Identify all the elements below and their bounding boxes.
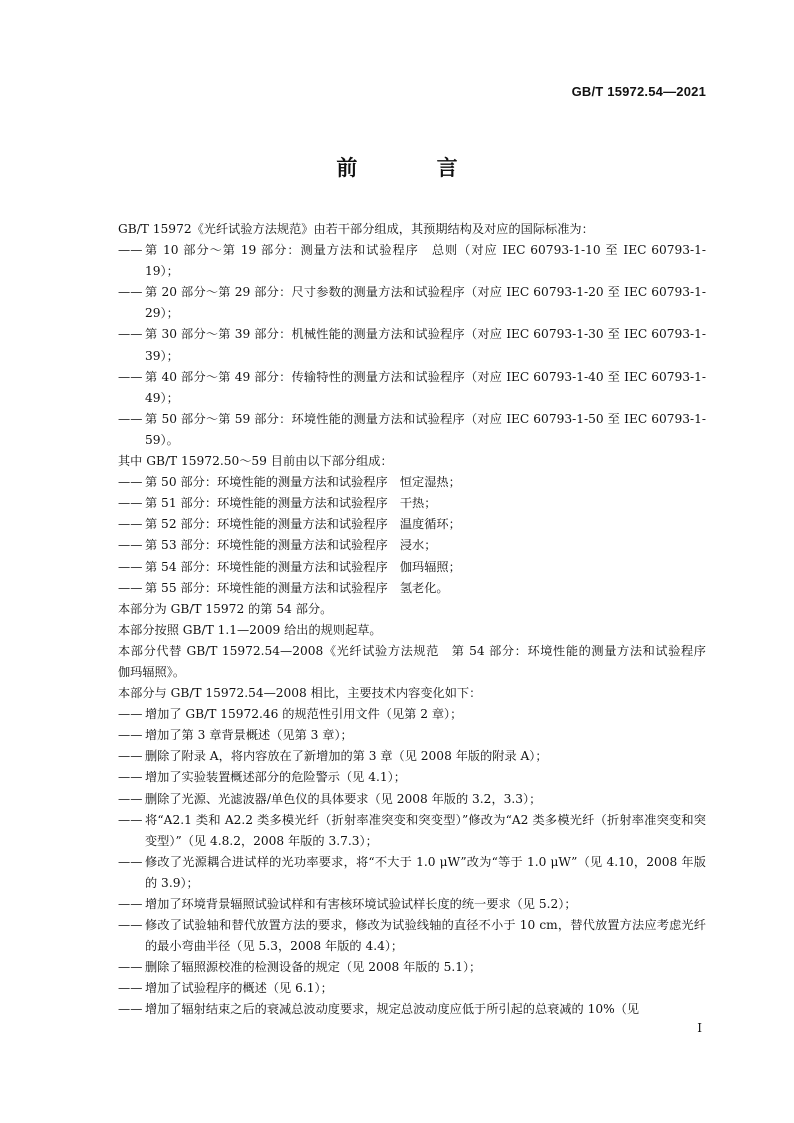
list-item: —— 第 51 部分：环境性能的测量方法和试验程序 干热；: [118, 493, 706, 514]
dash-marker: ——: [118, 791, 143, 806]
dash-marker: ——: [118, 960, 143, 975]
list-item: —— 第 50 部分～第 59 部分：环境性能的测量方法和试验程序（对应 IEC 60793-1-50 至 IEC 60793-1-59）。: [118, 409, 706, 451]
dash-marker: ——: [118, 496, 143, 511]
dash-marker: ——: [118, 243, 143, 258]
list-item: —— 增加了实验装置概述部分的危险警示（见 4.1）；: [118, 767, 706, 788]
dash-marker: ——: [118, 897, 143, 911]
dash-marker: ——: [118, 580, 143, 595]
dash-marker: ——: [118, 707, 143, 722]
changes-intro-paragraph: 本部分与 GB/T 15972.54—2008 相比，主要技术内容变化如下：: [118, 686, 482, 701]
part-list: [118, 472, 706, 599]
dash-marker: ——: [118, 411, 143, 426]
foreword-body: [118, 219, 719, 1021]
dash-marker: ——: [118, 981, 143, 996]
dash-marker: ——: [118, 559, 143, 574]
list-item: —— 第 20 部分～第 29 部分：尺寸参数的测量方法和试验程序（对应 IEC 60793-1-20 至 IEC 60793-1-29）；: [118, 282, 706, 324]
list-item: —— 第 53 部分：环境性能的测量方法和试验程序 浸水；: [118, 535, 706, 556]
page-number: I: [697, 1021, 702, 1035]
list-item: —— 第 10 部分～第 19 部分：测量方法和试验程序 总则（对应 IEC 60793-1-10 至 IEC 60793-1-19）；: [118, 240, 706, 282]
page-title: 前 言: [336, 155, 494, 180]
list-item: —— 第 54 部分：环境性能的测量方法和试验程序 伽玛辐照；: [118, 557, 706, 578]
list-item: —— 删除了附录 A，将内容放在了新增加的第 3 章（见 2008 年版的附录 A）；: [118, 746, 706, 767]
part-number-paragraph: 本部分为 GB/T 15972 的第 54 部分。: [118, 601, 333, 616]
structure-list: [118, 240, 706, 451]
replacement-paragraph: 本部分代替 GB/T 15972.54—2008《光纤试验方法规范 第 54 部分：环境性能的测量方法和试验程序 伽玛辐照》。: [118, 643, 719, 679]
list-item: —— 增加了环境背景辐照试验试样和有害核环境试验试样长度的统一要求（见 5.2）；: [118, 894, 706, 915]
list-item: —— 第 30 部分～第 39 部分：机械性能的测量方法和试验程序（对应 IEC 60793-1-30 至 IEC 60793-1-39）；: [118, 324, 706, 366]
standard-code-header: GB/T 15972.54—2021: [571, 84, 706, 99]
dash-marker: ——: [118, 369, 143, 384]
dash-marker: ——: [118, 517, 143, 532]
dash-marker: ——: [118, 538, 143, 553]
list-item: —— 将“A2.1 类和 A2.2 类多模光纤（折射率准突变和突变型）”修改为“A2 类多模光纤（折射率准突变和突变型）”（见 4.8.2，2008 年版的 3.7.3）；: [118, 810, 706, 852]
list-item: —— 修改了光源耦合进试样的光功率要求，将“不大于 1.0 μW”改为“等于 1.0 μW”（见 4.10，2008 年版的 3.9）；: [118, 852, 706, 894]
change-list: [118, 704, 706, 1020]
list-item: —— 第 40 部分～第 49 部分：传输特性的测量方法和试验程序（对应 IEC 60793-1-40 至 IEC 60793-1-49）；: [118, 367, 706, 409]
list-item: —— 第 52 部分：环境性能的测量方法和试验程序 温度循环；: [118, 514, 706, 535]
dash-marker: ——: [118, 475, 143, 490]
dash-marker: ——: [118, 1002, 143, 1017]
list-item: —— 删除了光源、光滤波器/单色仪的具体要求（见 2008 年版的 3.2，3.3）；: [118, 789, 706, 810]
list-item: —— 增加了辐射结束之后的衰减总波动度要求，规定总波动度应低于所引起的总衰减的 10%（见: [118, 999, 706, 1020]
dash-marker: ——: [118, 749, 143, 764]
dash-marker: ——: [118, 812, 143, 827]
dash-marker: ——: [118, 770, 143, 785]
drafting-rules-paragraph: 本部分按照 GB/T 1.1—2009 给出的规则起草。: [118, 622, 382, 637]
dash-marker: ——: [118, 327, 143, 342]
dash-marker: ——: [118, 854, 143, 869]
list-item: —— 修改了试验轴和替代放置方法的要求，修改为试验线轴的直径不小于 10 cm，替代放置方法应考虑光纤的最小弯曲半径（见 5.3，2008 年版的 4.4）；: [118, 915, 706, 957]
dash-marker: ——: [118, 728, 143, 743]
list-item: —— 删除了辐照源校准的检测设备的规定（见 2008 年版的 5.1）；: [118, 957, 706, 978]
intro-paragraph: GB/T 15972《光纤试验方法规范》由若干部分组成，其预期结构及对应的国际标准为：: [118, 222, 594, 236]
list-item: —— 增加了 GB/T 15972.46 的规范性引用文件（见第 2 章）；: [118, 704, 706, 725]
list-item: —— 增加了试验程序的概述（见 6.1）；: [118, 978, 706, 999]
list-item: —— 第 55 部分：环境性能的测量方法和试验程序 氢老化。: [118, 578, 706, 599]
dash-marker: ——: [118, 285, 143, 300]
sub-intro-paragraph: 其中 GB/T 15972.50～59 目前由以下部分组成：: [118, 454, 393, 469]
dash-marker: ——: [118, 918, 143, 933]
list-item: —— 增加了第 3 章背景概述（见第 3 章）；: [118, 725, 706, 746]
list-item: —— 第 50 部分：环境性能的测量方法和试验程序 恒定湿热；: [118, 472, 706, 493]
